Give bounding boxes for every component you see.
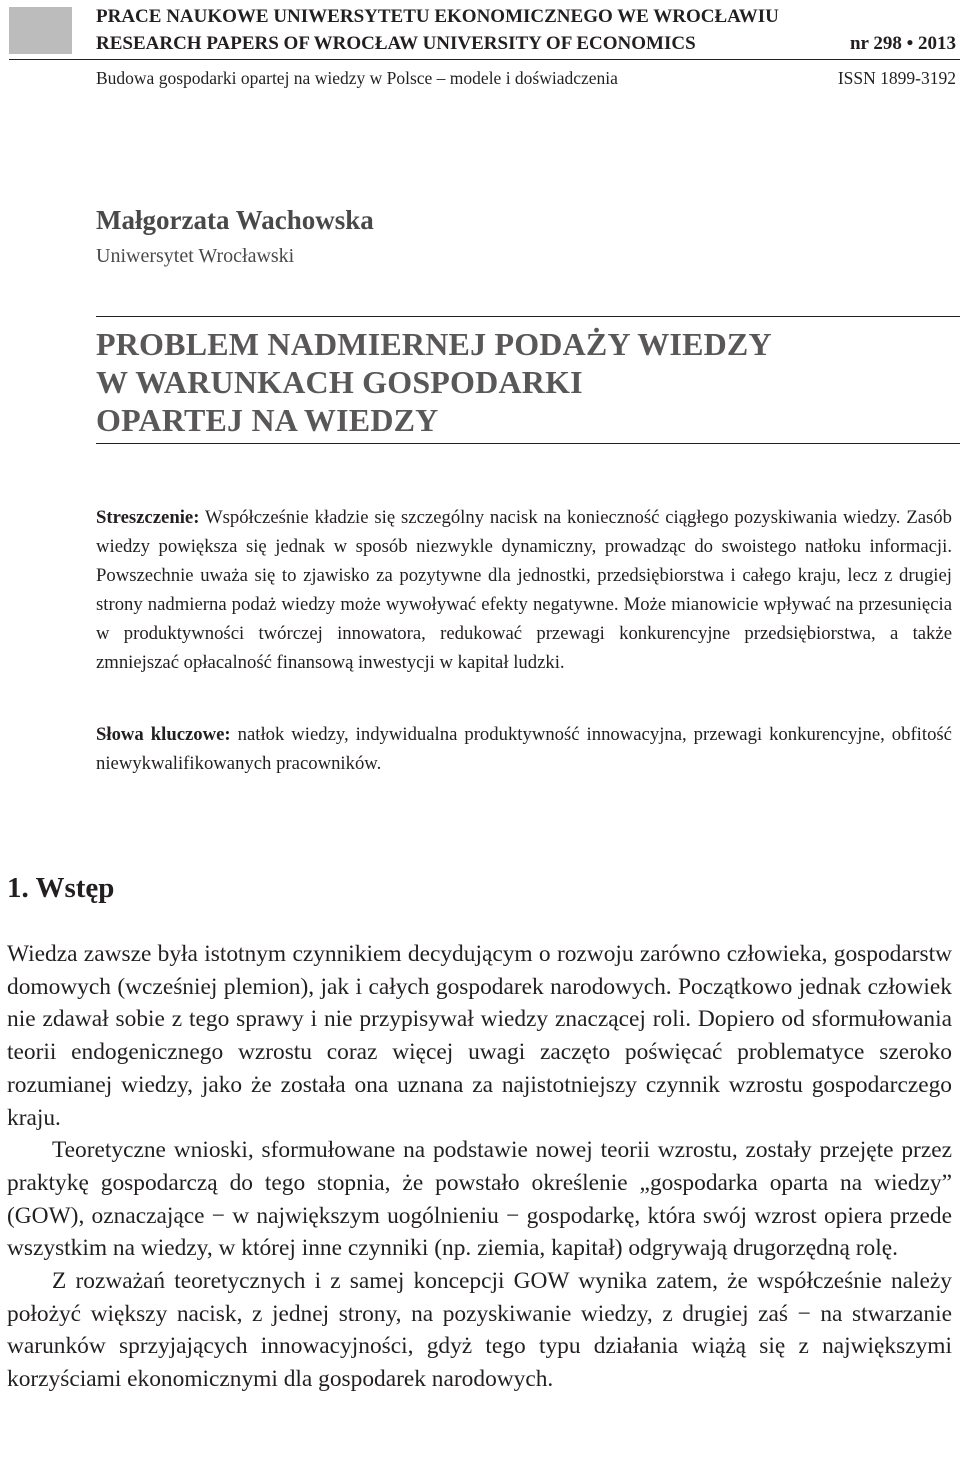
article-title [96,325,772,439]
paragraph-1: Wiedza zawsze była istotnym czynnikiem decydującym o rozwoju zarówno człowieka, gospodarstw domowych (wcześniej plemion), jak i całych gospodarek narodowych. Początkowo jednak człowiek nie zdawał sobie z tego sprawy i nie przypisywał wiedzy znaczącej roli. Dopiero od sformułowania teorii endogenicznego wzrostu coraz więcej uwagi zaczęto poświęcać problematyce szeroko rozumianej wiedzy, jako że została ona uznana za najistotniejszy czynnik wzrostu gospodarczego kraju. [7,941,952,1131]
journal-color-block [9,7,72,54]
volume-row [96,66,956,90]
abstract-label: Streszczenie: [96,507,200,528]
title-line-3: OPARTEJ NA WIEDZY [96,402,439,438]
journal-name-en: RESEARCH PAPERS OF WROCŁAW UNIVERSITY OF ECONOMICS [96,33,696,54]
abstract [96,503,952,677]
journal-name-pl [96,5,956,29]
title-line-1: PROBLEM NADMIERNEJ PODAŻY WIEDZY [96,326,772,362]
title-top-rule [96,316,960,317]
volume-title: Budowa gospodarki opartej na wiedzy w Polsce – modele i doświadczenia [96,68,618,88]
author-name: Małgorzata Wachowska [96,205,374,235]
paragraph-2: Teoretyczne wnioski, sformułowane na podstawie nowej teorii wzrostu, zostały przejęte przez praktykę gospodarczą do tego stopnia, że powstało określenie „gospodarka oparta na wiedzy” (GOW), oznaczające − w największym uogólnieniu − gospodarkę, która swój wzrost opiera przede wszystkim na wiedzy, w której inne czynniki (np. ziemia, kapitał) odgrywają drugorzędną rolę. [7,1137,952,1262]
section-heading: 1. Wstęp [7,872,115,904]
keywords-label: Słowa kluczowe: [96,724,231,745]
title-line-2: W WARUNKACH GOSPODARKI [96,364,583,400]
title-bottom-rule [96,443,960,444]
header-rule [9,59,960,60]
keywords-text: natłok wiedzy, indywidualna produktywność innowacyjna, przewagi konkurencyjne, obfitość niewykwalifikowanych pracowników. [96,724,952,774]
journal-name-en-row [96,32,956,56]
journal-issue: nr 298 • 2013 [849,33,956,54]
section-body [7,938,952,1396]
abstract-text: Współcześnie kładzie się szczególny nacisk na konieczność ciągłego pozyskiwania wiedzy. Zasób wiedzy powiększa się jednak w sposób niezwykle dynamiczny, prowadząc do swoistego natłoku informacji. Powszechnie uważa się to zjawisko za pozytywne dla jednostki, przedsiębiorstwa i całego kraju, lecz z drugiej strony nadmierna podaż wiedzy może wywoływać efekty negatywne. Może mianowicie wpływać na przesunięcia w produktywności twórczej innowatora, redukować przewagi konkurencyjne przedsiębiorstwa, a także zmniejszać opłacalność finansową inwestycji w kapitał ludzki. [96,507,952,673]
journal-name-pl-text: PRACE NAUKOWE UNIWERSYTETU EKONOMICZNEGO WE WROCŁAWIU [96,6,779,27]
paragraph-3: Z rozważań teoretycznych i z samej koncepcji GOW wynika zatem, że współcześnie należy położyć większy nacisk, z jednej strony, na pozyskiwanie wiedzy, z drugiej zaś − na stwarzanie warunków sprzyjających innowacyjności, gdyż tego typu działania wiążą się z największymi korzyściami ekonomicznymi dla gospodarek narodowych. [7,1268,952,1393]
author-affiliation: Uniwersytet Wrocławski [96,245,295,267]
issn: ISSN 1899-3192 [837,68,956,88]
keywords [96,720,952,778]
